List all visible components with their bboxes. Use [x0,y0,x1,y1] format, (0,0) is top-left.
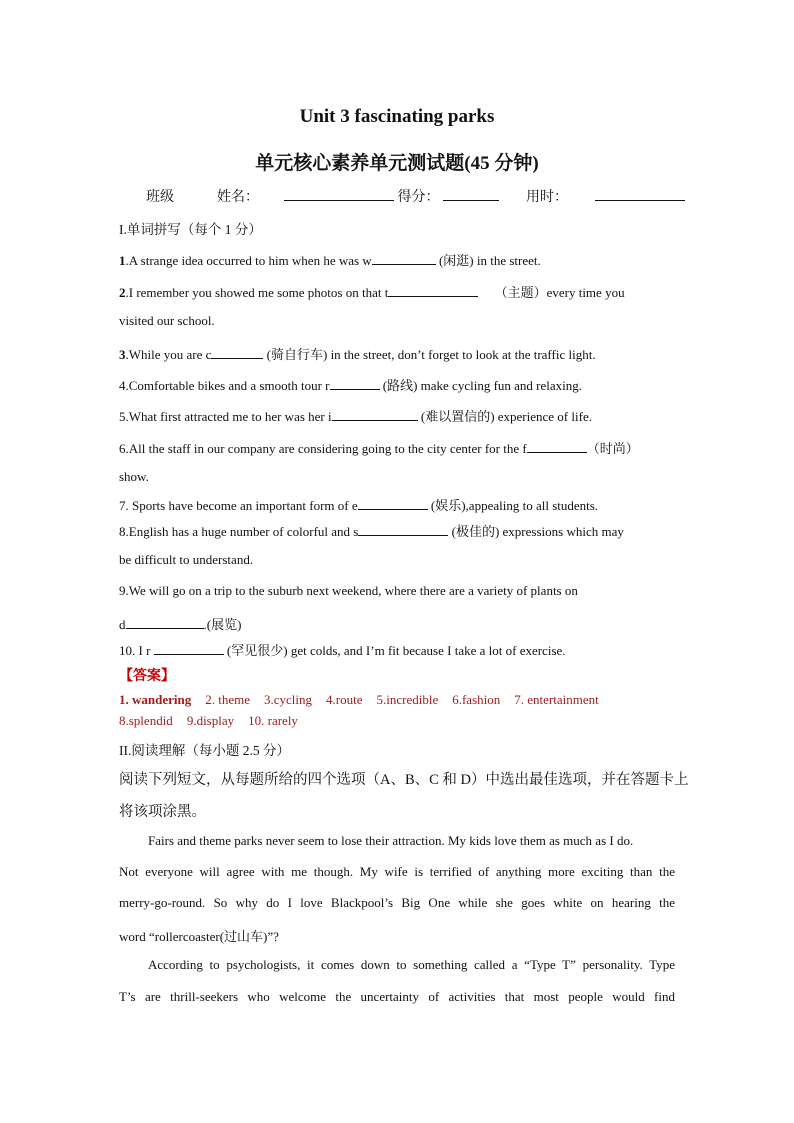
class-label: 班级 [146,190,174,205]
question-8-cont: be difficult to understand. [119,552,254,567]
question-2 [119,282,675,301]
q3-blank[interactable] [211,346,263,359]
q1-text-end: (闲逛) in the street. [438,253,541,268]
score-blank[interactable] [443,186,499,201]
question-5 [119,406,675,425]
page-title: Unit 3 fascinating parks [299,106,495,127]
question-8 [119,521,675,540]
q2-text-end: （主题）every time you [494,285,625,300]
page-subtitle: 单元核心素养单元测试题(45 分钟) [255,153,539,174]
q9-text-end: .(展览) [203,617,242,632]
answer-5: 5.incredible [376,692,439,707]
passage-p2-line1: According to psychologists, it comes down to something called a “Type T” personality. Type [148,957,675,972]
answer-9: 9.display [186,713,235,728]
time-blank[interactable] [595,186,685,201]
answer-10: 10. rarely [248,713,298,728]
question-3 [119,344,675,363]
question-9-cont [119,614,675,633]
name-blank[interactable] [284,186,394,201]
q4-blank[interactable] [330,377,380,390]
answer-heading: 【答案】 [119,669,175,684]
question-2-cont: visited our school. [119,313,215,328]
q3-text-end: (骑自行车) in the street, don’t forget to look at the traffic light. [266,347,596,362]
answer-6: 6.fashion [452,692,501,707]
question-6-cont: show. [119,469,149,484]
q2-blank[interactable] [388,284,478,297]
q5-text-end: (难以置信的) experience of life. [420,409,592,424]
q5-blank[interactable] [332,408,418,421]
q8-blank[interactable] [358,523,448,536]
answer-7: 7. entertainment [514,692,599,707]
q1-blank[interactable] [372,252,436,265]
section2-heading: II.阅读理解（每小题 2.5 分） [119,743,290,758]
answer-2: 2. theme [205,692,250,707]
answer-1: 1. wandering [119,692,192,707]
passage-p1-line2: Not everyone will agree with me though. My wife is terrified of anything more exciting than the [119,864,675,879]
q3-number: 3 [119,347,126,362]
answer-row-2 [119,713,675,729]
section2-instructions-cont: 将该项涂黑。 [119,804,206,820]
name-label: 姓名： [217,190,259,205]
q1-number: 1 [119,253,126,268]
q10-text-end: (罕见很少) get colds, and I’m fit because I take a lot of exercise. [226,643,566,658]
q3-text: .While you are c [125,347,212,362]
passage-p1-line3: merry-go-round. So why do I love Blackpool’s Big One while she goes white on hearing the [119,895,675,910]
q10-blank[interactable] [154,642,224,655]
question-1 [119,250,675,269]
question-6 [119,438,675,457]
answer-row-1 [119,692,675,708]
q5-text: 5.What first attracted me to her was her i [119,409,332,424]
answer-4: 4.route [326,692,363,707]
passage-p1-line1: Fairs and theme parks never seem to lose their attraction. My kids love them as much as I do. [148,833,634,848]
question-4 [119,375,675,394]
question-10 [119,640,675,659]
q6-text-end: （时尚） [586,441,639,456]
section2-instructions: 阅读下列短文，从每题所给的四个选项（A、B、C 和 D）中选出最佳选项，并在答题卡上 [119,772,689,788]
section1-heading: I.单词拼写（每个 1 分） [119,222,262,237]
q6-blank[interactable] [527,440,587,453]
q8-text: 8.English has a huge number of colorful and s [119,524,359,539]
q10-text: 10. I r [119,643,151,658]
question-9: 9.We will go on a trip to the suburb next weekend, where there are a variety of plants on [119,583,578,598]
q4-text-end: (路线) make cycling fun and relaxing. [382,378,583,393]
passage-p1-line4: word “rollercoaster(过山车)”? [119,929,279,944]
score-label: 得分： [397,190,440,205]
q6-text: 6.All the staff in our company are considering going to the city center for the f [119,441,527,456]
q7-blank[interactable] [358,497,428,510]
q9-blank[interactable] [126,616,204,629]
q7-text: 7. Sports have become an important form of e [119,498,358,513]
q4-text: 4.Comfortable bikes and a smooth tour r [119,378,330,393]
q7-text-end: (娱乐),appealing to all students. [430,498,599,513]
passage-p2-line2: T’s are thrill-seekers who welcome the uncertainty of activities that most people would find [119,989,675,1004]
answer-3: 3.cycling [264,692,313,707]
q1-text: .A strange idea occurred to him when he was w [125,253,372,268]
q8-text-end: (极佳的) expressions which may [451,524,624,539]
q2-number: 2 [119,285,126,300]
answer-8: 8.splendid [119,713,173,728]
question-7 [119,495,675,514]
time-label: 用时： [526,190,568,205]
q9-letter: d [119,617,126,632]
q2-text: .I remember you showed me some photos on that t [125,285,389,300]
student-info-line [146,186,685,206]
